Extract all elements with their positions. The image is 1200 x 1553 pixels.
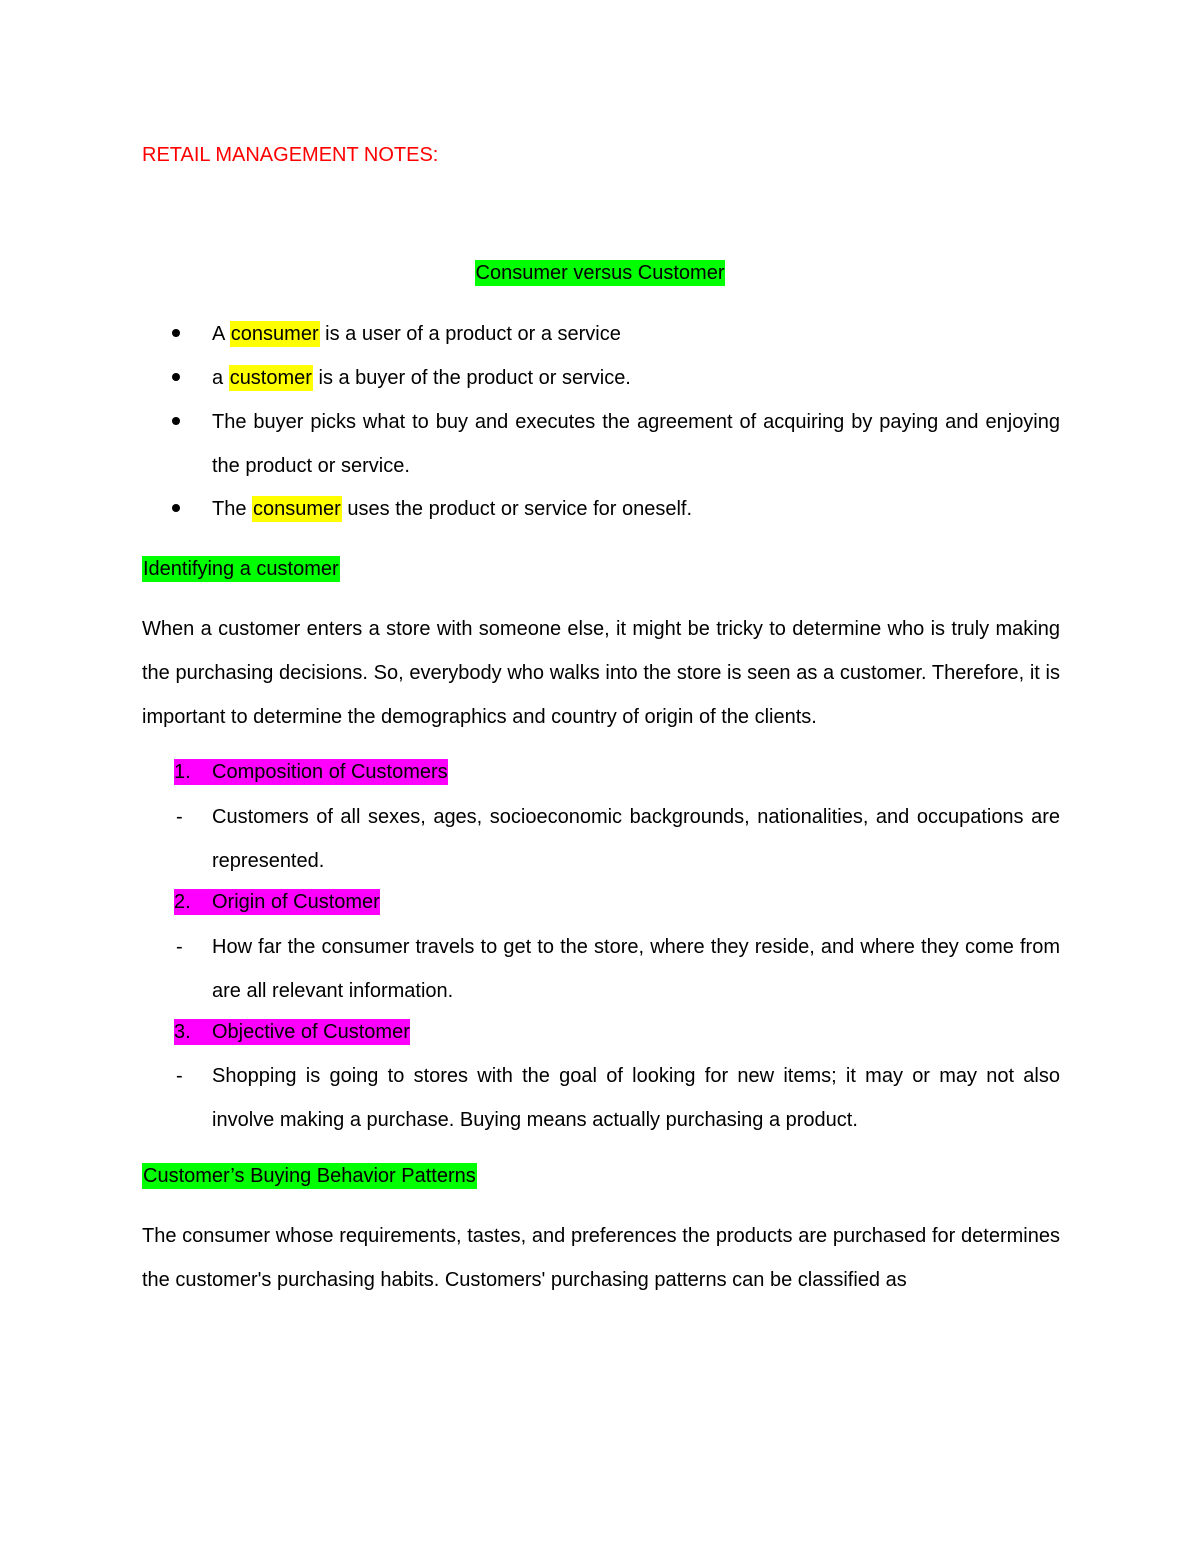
item-label: Objective of Customer <box>212 1021 410 1043</box>
bullet-text: is a user of a product or a service <box>319 323 621 345</box>
bullet-item <box>172 312 1060 356</box>
bullet-dot-icon <box>172 400 184 444</box>
paragraph-identifying-customer: When a customer enters a store with someone else, it might be tricky to determine who is truly making the purchasing decisions. So, everybody who walks into the store is seen as a customer. Therefore, it is important to determine the demographics and country of origin of the clients. <box>142 618 1060 728</box>
dash-marker: - <box>176 1065 183 1087</box>
highlighted-term: customer <box>229 367 312 389</box>
dash-item <box>174 795 1060 883</box>
heading-text: Identifying a customer <box>143 558 339 580</box>
paragraph-buying-behavior: The consumer whose requirements, tastes, and preferences the products are purchased for determines the customer's purchasing habits. Customers' purchasing patterns can be classified as <box>142 1225 1060 1291</box>
highlighted-term: consumer <box>253 498 341 520</box>
item-label: Origin of Customer <box>212 891 380 913</box>
dash-item-text: Shopping is going to stores with the goal of looking for new items; it may or may not also involve making a purchase. Buying means actually purchasing a product. <box>212 1065 1060 1131</box>
numbered-heading <box>174 891 380 914</box>
section-heading-buying-behavior <box>142 1165 477 1188</box>
numbered-heading-label <box>174 889 380 915</box>
bullet-text: The <box>212 498 253 520</box>
section-heading-consumer-vs-customer <box>0 262 1200 285</box>
bullet-dot-icon <box>172 312 184 356</box>
dash-marker: - <box>176 806 183 828</box>
dash-item <box>174 925 1060 1013</box>
highlighted-term: consumer <box>230 323 319 345</box>
item-label: Composition of Customers <box>212 761 448 783</box>
bullet-text: uses the product or service for oneself. <box>341 498 693 520</box>
item-number: 3. <box>174 1021 191 1043</box>
dash-item-text: Customers of all sexes, ages, socioeconomic backgrounds, nationalities, and occupations are represented. <box>212 806 1060 872</box>
dash-marker: - <box>176 936 183 958</box>
section-heading-identifying-customer <box>142 558 340 581</box>
numbered-heading <box>174 761 448 784</box>
bullet-dot-icon <box>172 487 184 531</box>
numbered-heading-label <box>174 1019 410 1045</box>
bullet-item <box>172 356 1060 400</box>
item-number: 1. <box>174 761 191 783</box>
document-title: RETAIL MANAGEMENT NOTES: <box>142 144 439 166</box>
bullet-text: is a buyer of the product or service. <box>312 367 631 389</box>
item-number: 2. <box>174 891 191 913</box>
numbered-heading-label <box>174 759 448 785</box>
bullet-text: A <box>212 323 230 345</box>
bullet-item <box>172 487 1060 531</box>
numbered-heading <box>174 1021 410 1044</box>
bullet-dot-icon <box>172 356 184 400</box>
heading-text: Consumer versus Customer <box>475 262 725 284</box>
bullet-item <box>172 400 1060 488</box>
dash-item <box>174 1054 1060 1142</box>
bullet-text: a <box>212 367 229 389</box>
bullet-text: The buyer picks what to buy and executes the agreement of acquiring by paying and enjoying the product or service. <box>212 411 1060 477</box>
dash-item-text: How far the consumer travels to get to the store, where they reside, and where they come from are all relevant information. <box>212 936 1060 1002</box>
heading-text: Customer’s Buying Behavior Patterns <box>143 1165 476 1187</box>
